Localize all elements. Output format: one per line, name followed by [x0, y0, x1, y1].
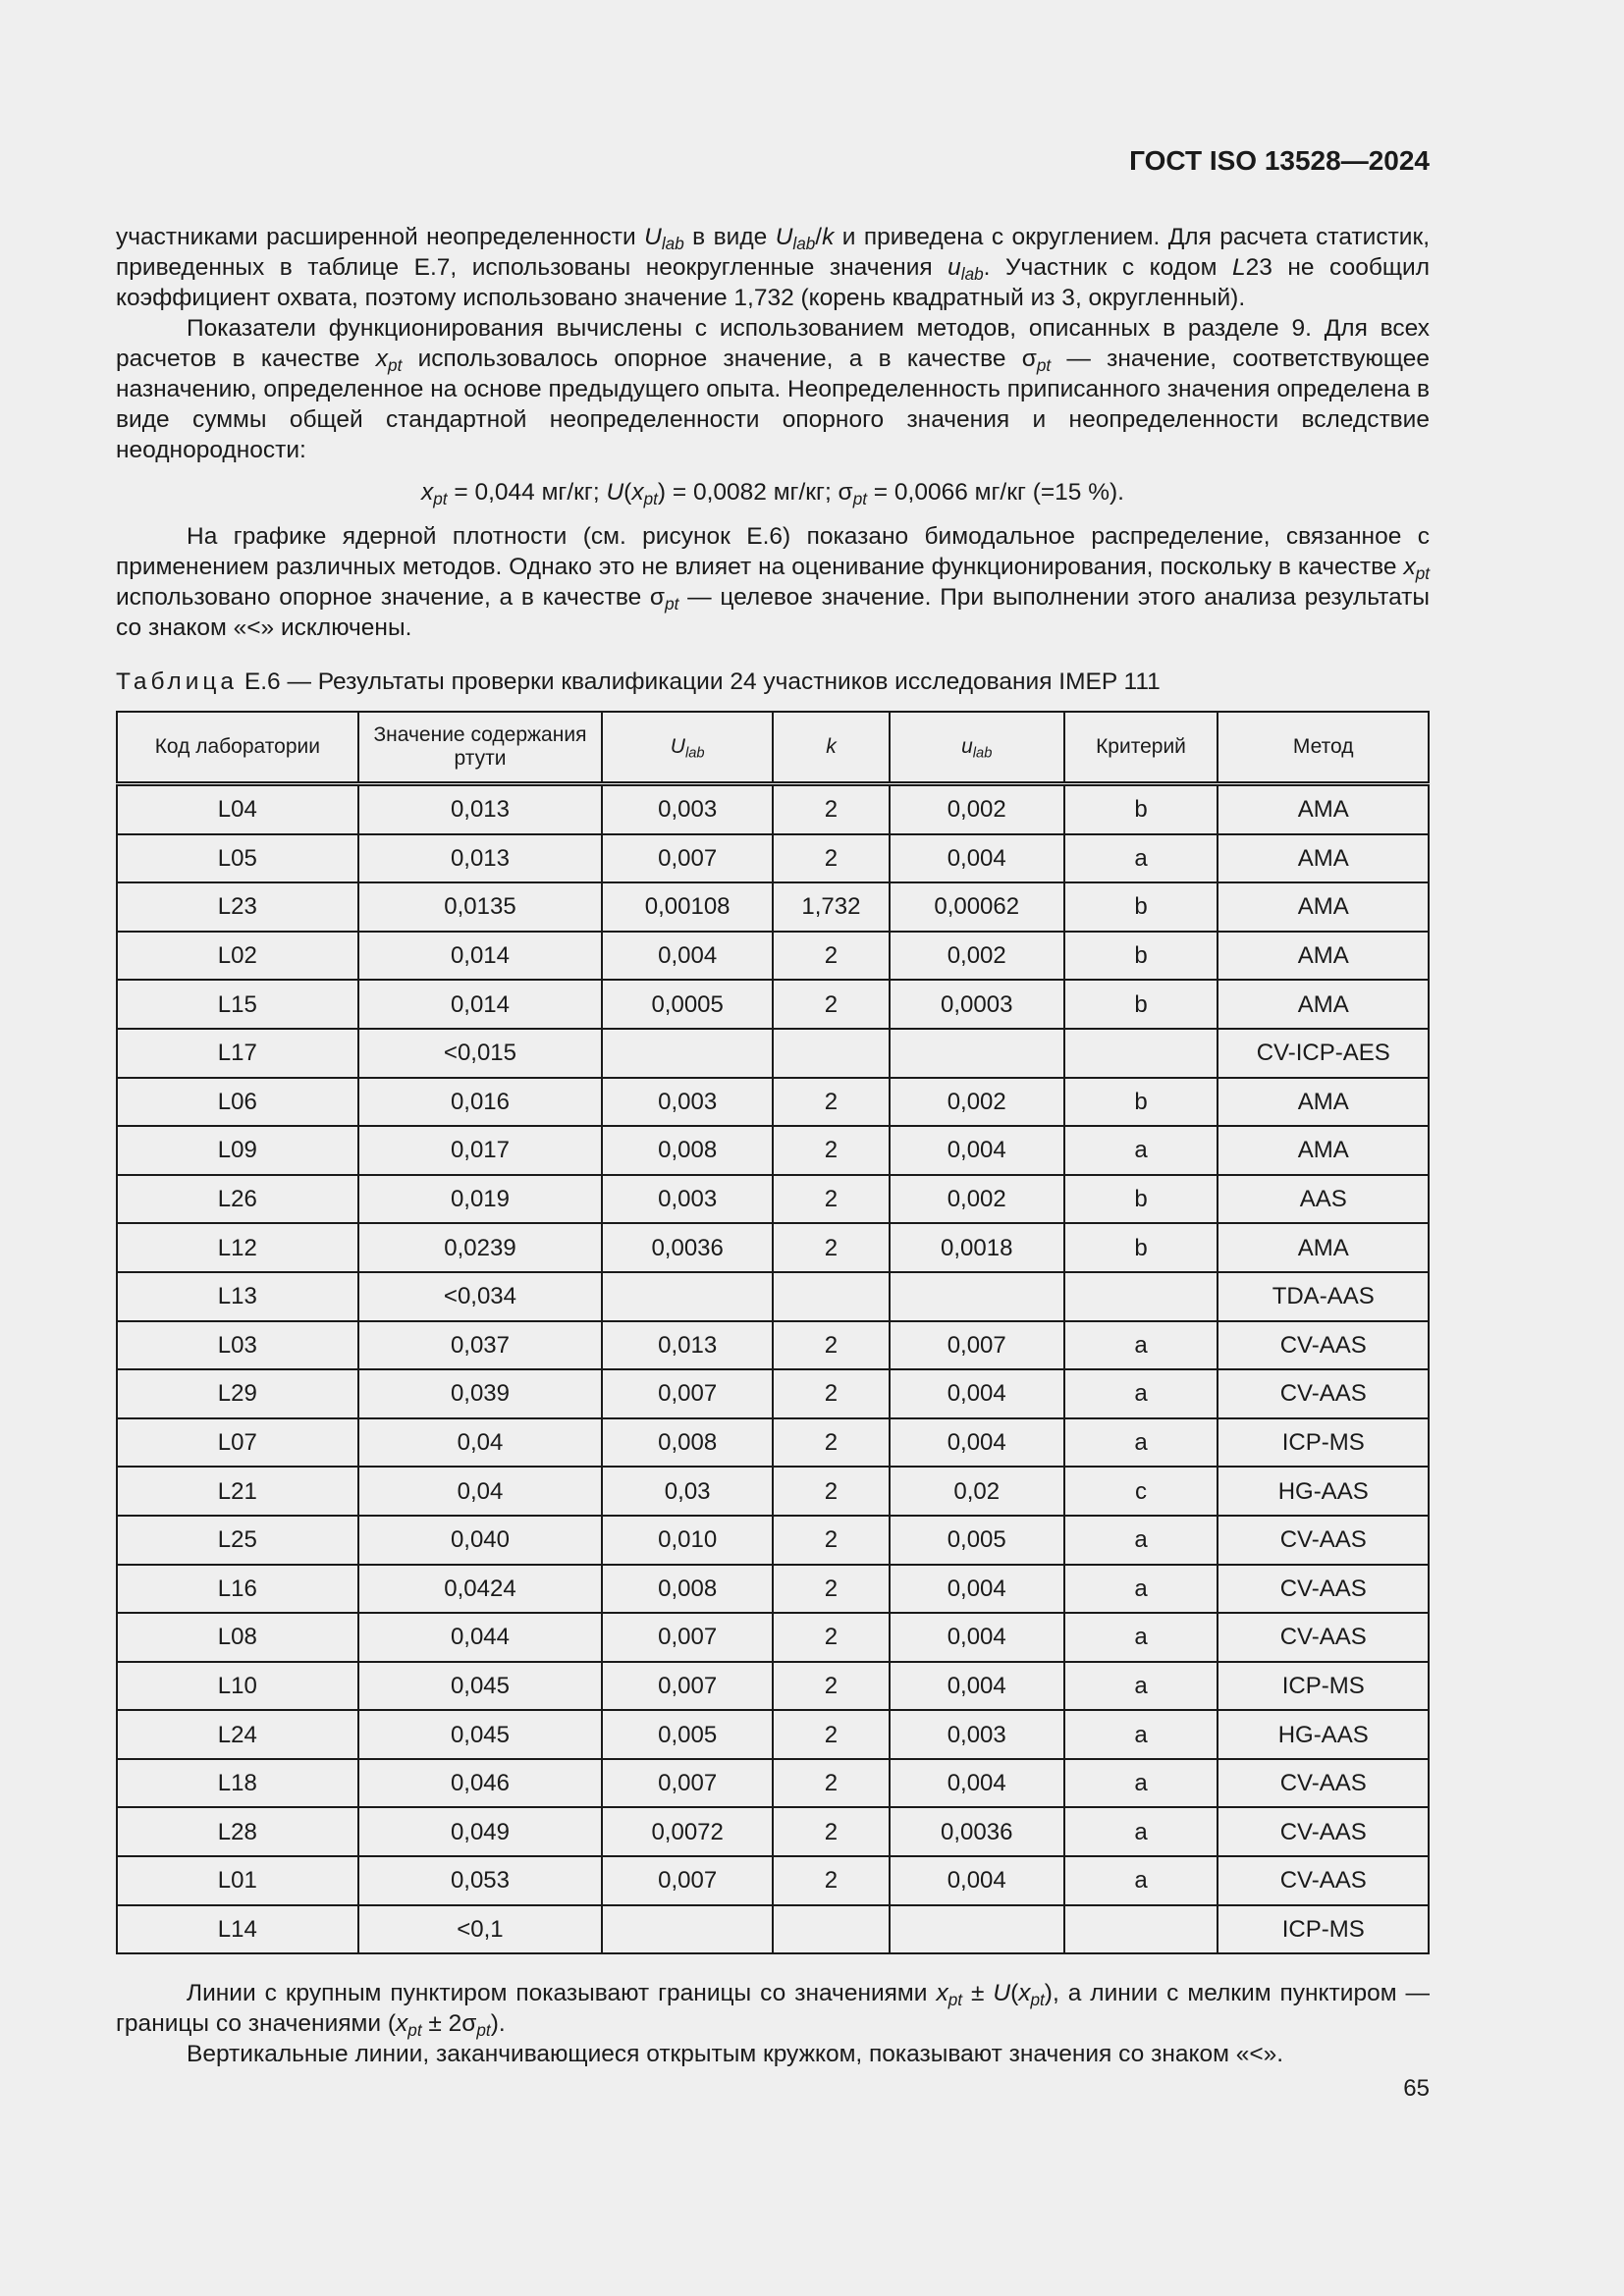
- cell-u-lab-standard: 0,004: [890, 1662, 1064, 1711]
- cell-u-lab-expanded: 0,007: [602, 1662, 773, 1711]
- cell-lab-code: L12: [117, 1223, 358, 1272]
- math-symbol: $u_{lab}$: [961, 735, 993, 762]
- cell-mercury-value: <0,1: [358, 1905, 603, 1954]
- cell-lab-code: L07: [117, 1418, 358, 1468]
- cell-u-lab-expanded: 0,008: [602, 1565, 773, 1614]
- cell-coverage-factor: 2: [773, 1807, 890, 1856]
- cell-mercury-value: 0,0135: [358, 882, 603, 932]
- table-row: [117, 1565, 1429, 1614]
- cell-criterion: a: [1064, 1710, 1218, 1759]
- cell-method: ICP-MS: [1218, 1662, 1429, 1711]
- text-run: ± 2σ: [421, 2010, 477, 2038]
- text-run: использовалось опорное значение, а в качестве σ: [402, 346, 1037, 372]
- text-run: . Участник с кодом: [983, 254, 1232, 281]
- cell-criterion: c: [1064, 1467, 1218, 1516]
- cell-u-lab-standard: 0,004: [890, 1418, 1064, 1468]
- column-header-criterion: [1064, 712, 1218, 784]
- cell-criterion: [1064, 1272, 1218, 1321]
- table-row: [117, 1078, 1429, 1127]
- text-run: Линии с крупным пунктиром показывают границы со значениями: [187, 1980, 937, 2007]
- cell-method: CV-AAS: [1218, 1856, 1429, 1905]
- cell-mercury-value: 0,049: [358, 1807, 603, 1856]
- cell-lab-code: L08: [117, 1613, 358, 1662]
- cell-u-lab-expanded: 0,003: [602, 1078, 773, 1127]
- table-row: [117, 1613, 1429, 1662]
- cell-criterion: a: [1064, 1126, 1218, 1175]
- cell-coverage-factor: 2: [773, 1662, 890, 1711]
- table-row: [117, 1369, 1429, 1418]
- table-row: [117, 784, 1429, 834]
- cell-u-lab-expanded: 0,007: [602, 1369, 773, 1418]
- cell-coverage-factor: 2: [773, 1223, 890, 1272]
- body-paragraph-kernel-density: [116, 521, 1430, 643]
- cell-mercury-value: 0,040: [358, 1516, 603, 1565]
- cell-lab-code: L01: [117, 1856, 358, 1905]
- cell-u-lab-expanded: 0,013: [602, 1321, 773, 1370]
- cell-lab-code: L10: [117, 1662, 358, 1711]
- cell-method: CV-ICP-AES: [1218, 1029, 1429, 1078]
- table-row: [117, 1905, 1429, 1954]
- cell-lab-code: L02: [117, 932, 358, 981]
- column-header-u-lab-standard: [890, 712, 1064, 784]
- math-subscript: pt: [947, 1990, 962, 2010]
- text-run: Показатели функционирования вычислены с использованием методов, описанных в разделе 9. Для всех расчетов в качестве: [116, 315, 1430, 372]
- math-subscript-wrap: [665, 584, 679, 614]
- cell-mercury-value: 0,0424: [358, 1565, 603, 1614]
- footnote: [116, 2039, 1430, 2069]
- cell-mercury-value: 0,045: [358, 1710, 603, 1759]
- table-row: [117, 1856, 1429, 1905]
- cell-criterion: b: [1064, 1175, 1218, 1224]
- math-symbol: $x_{pt}$: [421, 479, 448, 509]
- cell-method: AMA: [1218, 1126, 1429, 1175]
- column-header-coverage-factor: [773, 712, 890, 784]
- cell-coverage-factor: 2: [773, 1856, 890, 1905]
- text-run: /: [815, 224, 823, 250]
- cell-u-lab-standard: [890, 1272, 1064, 1321]
- cell-u-lab-expanded: 0,0005: [602, 980, 773, 1029]
- cell-u-lab-standard: 0,007: [890, 1321, 1064, 1370]
- math-subscript: lab: [792, 234, 816, 254]
- cell-method: AMA: [1218, 834, 1429, 883]
- table-row: [117, 1321, 1429, 1370]
- cell-u-lab-standard: 0,02: [890, 1467, 1064, 1516]
- cell-u-lab-expanded: 0,0072: [602, 1807, 773, 1856]
- table-row: [117, 882, 1429, 932]
- cell-method: HG-AAS: [1218, 1710, 1429, 1759]
- cell-method: CV-AAS: [1218, 1759, 1429, 1808]
- cell-u-lab-expanded: 0,008: [602, 1418, 773, 1468]
- math-subscript: lab: [972, 745, 993, 762]
- text-run: ±: [961, 1980, 994, 2007]
- cell-u-lab-standard: 0,00062: [890, 882, 1064, 932]
- cell-u-lab-expanded: 0,004: [602, 932, 773, 981]
- cell-criterion: b: [1064, 882, 1218, 932]
- body-paragraph: [116, 222, 1430, 313]
- footnote: [116, 1978, 1430, 2039]
- math-symbol: $x_{pt}$: [375, 346, 403, 376]
- cell-coverage-factor: 2: [773, 784, 890, 834]
- body-paragraph: [116, 521, 1430, 643]
- cell-u-lab-standard: 0,002: [890, 1175, 1064, 1224]
- table-row: [117, 1662, 1429, 1711]
- page-content: [116, 222, 1430, 2069]
- text-run: в виде: [683, 224, 776, 250]
- math-subscript: pt: [1415, 563, 1430, 584]
- math-symbol: U: [993, 1980, 1011, 2007]
- cell-coverage-factor: [773, 1272, 890, 1321]
- cell-lab-code: L25: [117, 1516, 358, 1565]
- cell-lab-code: L04: [117, 784, 358, 834]
- cell-coverage-factor: 2: [773, 1078, 890, 1127]
- table-row: [117, 1175, 1429, 1224]
- cell-u-lab-standard: 0,004: [890, 1613, 1064, 1662]
- cell-criterion: b: [1064, 980, 1218, 1029]
- math-symbol: $x_{pt}$: [936, 1980, 962, 2010]
- text-run: и приведена с округлением. Для расчета статистик, приведенных в таблице Е.7, использованы неокругленные значения: [116, 224, 1430, 281]
- cell-lab-code: L15: [117, 980, 358, 1029]
- cell-criterion: a: [1064, 1807, 1218, 1856]
- text-run: = 0,0066 мг/кг (=15 %).: [866, 479, 1124, 506]
- standard-title: ГОСТ ISO 13528—2024: [1129, 145, 1430, 176]
- table-row: [117, 1126, 1429, 1175]
- cell-method: CV-AAS: [1218, 1613, 1429, 1662]
- document-header: [116, 145, 1430, 177]
- table-caption-text: Е.6 — Результаты проверки квалификации 24 участников исследования IMEP 111: [238, 668, 1161, 695]
- math-subscript: lab: [960, 264, 984, 285]
- cell-criterion: a: [1064, 1516, 1218, 1565]
- cell-u-lab-expanded: 0,003: [602, 784, 773, 834]
- cell-method: AMA: [1218, 784, 1429, 834]
- cell-coverage-factor: [773, 1029, 890, 1078]
- cell-method: ICP-MS: [1218, 1418, 1429, 1468]
- table-row: [117, 1467, 1429, 1516]
- cell-mercury-value: 0,04: [358, 1467, 603, 1516]
- cell-method: AAS: [1218, 1175, 1429, 1224]
- text-run: — значение, соответствующее назначению, определенное на основе предыдущего опыта. Неопределенность приписанного значения определена в виде суммы общей стандартной неопределенности опорного значения и неопределенности вследствие неоднородности:: [116, 346, 1430, 463]
- cell-coverage-factor: 2: [773, 1710, 890, 1759]
- cell-mercury-value: 0,04: [358, 1418, 603, 1468]
- cell-criterion: a: [1064, 1613, 1218, 1662]
- math-symbol: $U_{lab}$: [644, 224, 684, 254]
- cell-u-lab-expanded: 0,00108: [602, 882, 773, 932]
- cell-criterion: a: [1064, 834, 1218, 883]
- text-run: участниками расширенной неопределенности: [116, 224, 645, 250]
- cell-method: AMA: [1218, 1223, 1429, 1272]
- cell-method: ICP-MS: [1218, 1905, 1429, 1954]
- cell-mercury-value: 0,053: [358, 1856, 603, 1905]
- cell-coverage-factor: 2: [773, 834, 890, 883]
- math-symbol: $x_{pt}$: [1018, 1980, 1045, 2010]
- cell-lab-code: L21: [117, 1467, 358, 1516]
- cell-u-lab-standard: 0,004: [890, 834, 1064, 883]
- cell-lab-code: L17: [117, 1029, 358, 1078]
- cell-lab-code: L03: [117, 1321, 358, 1370]
- table-row: [117, 1759, 1429, 1808]
- math-subscript: pt: [476, 2020, 491, 2041]
- math-symbol: $U_{lab}$: [775, 224, 816, 254]
- cell-mercury-value: <0,034: [358, 1272, 603, 1321]
- cell-lab-code: L26: [117, 1175, 358, 1224]
- table-row: [117, 1516, 1429, 1565]
- math-subscript: pt: [643, 489, 658, 509]
- cell-u-lab-expanded: 0,03: [602, 1467, 773, 1516]
- math-subscript: lab: [661, 234, 684, 254]
- cell-mercury-value: 0,014: [358, 932, 603, 981]
- table-row: [117, 1223, 1429, 1272]
- cell-method: CV-AAS: [1218, 1565, 1429, 1614]
- text-run: Код лаборатории: [154, 735, 320, 758]
- cell-mercury-value: 0,013: [358, 834, 603, 883]
- cell-lab-code: L16: [117, 1565, 358, 1614]
- cell-u-lab-standard: [890, 1029, 1064, 1078]
- cell-criterion: a: [1064, 1565, 1218, 1614]
- table-row: [117, 834, 1429, 883]
- cell-mercury-value: 0,045: [358, 1662, 603, 1711]
- cell-u-lab-standard: 0,002: [890, 1078, 1064, 1127]
- cell-lab-code: L14: [117, 1905, 358, 1954]
- cell-method: AMA: [1218, 882, 1429, 932]
- cell-u-lab-expanded: 0,0036: [602, 1223, 773, 1272]
- cell-criterion: b: [1064, 1223, 1218, 1272]
- table-header-row: [117, 712, 1429, 784]
- cell-lab-code: L18: [117, 1759, 358, 1808]
- cell-criterion: a: [1064, 1662, 1218, 1711]
- cell-u-lab-standard: 0,0036: [890, 1807, 1064, 1856]
- cell-method: TDA-AAS: [1218, 1272, 1429, 1321]
- table-row: [117, 1710, 1429, 1759]
- table-row: [117, 932, 1429, 981]
- cell-u-lab-expanded: 0,007: [602, 1759, 773, 1808]
- math-subscript: lab: [684, 745, 705, 762]
- text-run: = 0,044 мг/кг;: [447, 479, 607, 506]
- math-subscript: pt: [852, 489, 867, 509]
- cell-lab-code: L13: [117, 1272, 358, 1321]
- cell-coverage-factor: [773, 1905, 890, 1954]
- cell-coverage-factor: 2: [773, 1369, 890, 1418]
- cell-criterion: a: [1064, 1369, 1218, 1418]
- cell-coverage-factor: 2: [773, 1126, 890, 1175]
- math-subscript: pt: [1036, 355, 1052, 376]
- cell-coverage-factor: 2: [773, 1565, 890, 1614]
- cell-coverage-factor: 2: [773, 1418, 890, 1468]
- cell-coverage-factor: 2: [773, 1613, 890, 1662]
- cell-u-lab-expanded: 0,010: [602, 1516, 773, 1565]
- cell-criterion: [1064, 1029, 1218, 1078]
- cell-criterion: a: [1064, 1321, 1218, 1370]
- cell-u-lab-standard: 0,002: [890, 784, 1064, 834]
- cell-criterion: b: [1064, 932, 1218, 981]
- cell-lab-code: L24: [117, 1710, 358, 1759]
- cell-u-lab-expanded: 0,007: [602, 1613, 773, 1662]
- table-caption: [116, 667, 1430, 697]
- table-row: [117, 1418, 1429, 1468]
- cell-criterion: b: [1064, 1078, 1218, 1127]
- cell-u-lab-standard: 0,004: [890, 1856, 1064, 1905]
- column-header-mercury-value: [358, 712, 603, 784]
- text-run: На графике ядерной плотности (см. рисунок Е.6) показано бимодальное распределение, связанное с применением различных методов. Однако это не влияет на оценивание функционирования, поскольку в качестве: [116, 523, 1430, 580]
- cell-lab-code: L09: [117, 1126, 358, 1175]
- math-symbol: L: [1231, 254, 1246, 281]
- cell-method: CV-AAS: [1218, 1807, 1429, 1856]
- text-run: Значение содержания ртути: [373, 723, 587, 770]
- math-symbol: U: [606, 479, 624, 506]
- math-symbol: $x_{pt}$: [1403, 554, 1430, 584]
- cell-mercury-value: 0,037: [358, 1321, 603, 1370]
- cell-u-lab-standard: 0,004: [890, 1126, 1064, 1175]
- math-symbol: k: [826, 735, 837, 758]
- cell-method: AMA: [1218, 932, 1429, 981]
- cell-coverage-factor: 1,732: [773, 882, 890, 932]
- cell-u-lab-expanded: [602, 1272, 773, 1321]
- cell-coverage-factor: 2: [773, 980, 890, 1029]
- text-run: использовано опорное значение, а в качестве σ: [116, 584, 666, 611]
- math-subscript-wrap: [1036, 346, 1052, 376]
- body-paragraph: [116, 313, 1430, 465]
- cell-coverage-factor: 2: [773, 1759, 890, 1808]
- cell-lab-code: L05: [117, 834, 358, 883]
- cell-u-lab-standard: 0,0018: [890, 1223, 1064, 1272]
- table-body: [117, 784, 1429, 1954]
- cell-mercury-value: 0,016: [358, 1078, 603, 1127]
- cell-u-lab-standard: 0,0003: [890, 980, 1064, 1029]
- text-run: 23 не сообщил коэффициент охвата, поэтому использовано значение 1,732 (корень квадратный из 3, округленный).: [116, 254, 1430, 311]
- math-subscript: pt: [407, 2020, 422, 2041]
- cell-u-lab-expanded: 0,003: [602, 1175, 773, 1224]
- cell-coverage-factor: 2: [773, 1516, 890, 1565]
- text-run: — целевое значение. При выполнении этого анализа результаты со знаком «<» исключены.: [116, 584, 1430, 641]
- cell-coverage-factor: 2: [773, 932, 890, 981]
- cell-mercury-value: 0,019: [358, 1175, 603, 1224]
- text-run: (: [623, 479, 632, 506]
- table-row: [117, 980, 1429, 1029]
- body-paragraphs: [116, 222, 1430, 465]
- table-row: [117, 1029, 1429, 1078]
- cell-u-lab-expanded: 0,005: [602, 1710, 773, 1759]
- table-row: [117, 1807, 1429, 1856]
- cell-mercury-value: 0,044: [358, 1613, 603, 1662]
- cell-criterion: a: [1064, 1856, 1218, 1905]
- cell-method: CV-AAS: [1218, 1321, 1429, 1370]
- math-subscript: pt: [1030, 1990, 1045, 2010]
- cell-method: AMA: [1218, 980, 1429, 1029]
- cell-criterion: b: [1064, 784, 1218, 834]
- cell-method: CV-AAS: [1218, 1369, 1429, 1418]
- cell-lab-code: L28: [117, 1807, 358, 1856]
- cell-u-lab-expanded: 0,007: [602, 1856, 773, 1905]
- math-subscript: pt: [433, 489, 448, 509]
- cell-u-lab-standard: 0,004: [890, 1369, 1064, 1418]
- text-run: Критерий: [1096, 735, 1186, 758]
- cell-mercury-value: 0,0239: [358, 1223, 603, 1272]
- table-footnotes: [116, 1978, 1430, 2069]
- text-run: ).: [490, 2010, 506, 2038]
- cell-criterion: a: [1064, 1418, 1218, 1468]
- math-subscript: pt: [388, 355, 403, 376]
- column-header-lab-code: [117, 712, 358, 784]
- cell-u-lab-expanded: [602, 1029, 773, 1078]
- cell-lab-code: L29: [117, 1369, 358, 1418]
- math-symbol: $u_{lab}$: [947, 254, 984, 285]
- cell-lab-code: L23: [117, 882, 358, 932]
- cell-method: CV-AAS: [1218, 1516, 1429, 1565]
- math-symbol: $x_{pt}$: [396, 2010, 422, 2041]
- cell-mercury-value: 0,017: [358, 1126, 603, 1175]
- text-run: Вертикальные линии, заканчивающиеся открытым кружком, показывают значения со знаком «<».: [187, 2041, 1284, 2068]
- column-header-u-lab-expanded: [602, 712, 773, 784]
- cell-u-lab-expanded: 0,007: [602, 834, 773, 883]
- cell-lab-code: L06: [117, 1078, 358, 1127]
- text-run: ), а линии с мелким пунктиром — границы со значениями (: [116, 1980, 1431, 2038]
- cell-u-lab-standard: [890, 1905, 1064, 1954]
- cell-u-lab-standard: 0,005: [890, 1516, 1064, 1565]
- text-run: Метод: [1292, 735, 1354, 758]
- cell-u-lab-standard: 0,004: [890, 1565, 1064, 1614]
- cell-mercury-value: <0,015: [358, 1029, 603, 1078]
- text-run: (: [1010, 1980, 1019, 2007]
- results-table: [116, 711, 1430, 1954]
- column-header-method: [1218, 712, 1429, 784]
- formula: [116, 477, 1430, 507]
- cell-coverage-factor: 2: [773, 1321, 890, 1370]
- cell-method: AMA: [1218, 1078, 1429, 1127]
- page-number: 65: [1403, 2075, 1430, 2102]
- cell-u-lab-expanded: 0,008: [602, 1126, 773, 1175]
- cell-method: HG-AAS: [1218, 1467, 1429, 1516]
- cell-coverage-factor: 2: [773, 1175, 890, 1224]
- cell-u-lab-standard: 0,003: [890, 1710, 1064, 1759]
- table-row: [117, 1272, 1429, 1321]
- math-symbol: $x_{pt}$: [631, 479, 658, 509]
- cell-criterion: a: [1064, 1759, 1218, 1808]
- math-subscript: pt: [665, 594, 679, 614]
- math-symbol: $U_{lab}$: [670, 735, 705, 762]
- cell-u-lab-standard: 0,002: [890, 932, 1064, 981]
- cell-criterion: [1064, 1905, 1218, 1954]
- math-subscript-wrap: [852, 479, 867, 509]
- cell-mercury-value: 0,014: [358, 980, 603, 1029]
- text-run: ) = 0,0082 мг/кг; σ: [657, 479, 853, 506]
- math-symbol: k: [822, 224, 835, 250]
- cell-mercury-value: 0,013: [358, 784, 603, 834]
- cell-mercury-value: 0,046: [358, 1759, 603, 1808]
- math-subscript-wrap: [476, 2010, 491, 2041]
- cell-coverage-factor: 2: [773, 1467, 890, 1516]
- cell-u-lab-expanded: [602, 1905, 773, 1954]
- cell-mercury-value: 0,039: [358, 1369, 603, 1418]
- cell-u-lab-standard: 0,004: [890, 1759, 1064, 1808]
- table-caption-label: Таблица: [116, 668, 239, 695]
